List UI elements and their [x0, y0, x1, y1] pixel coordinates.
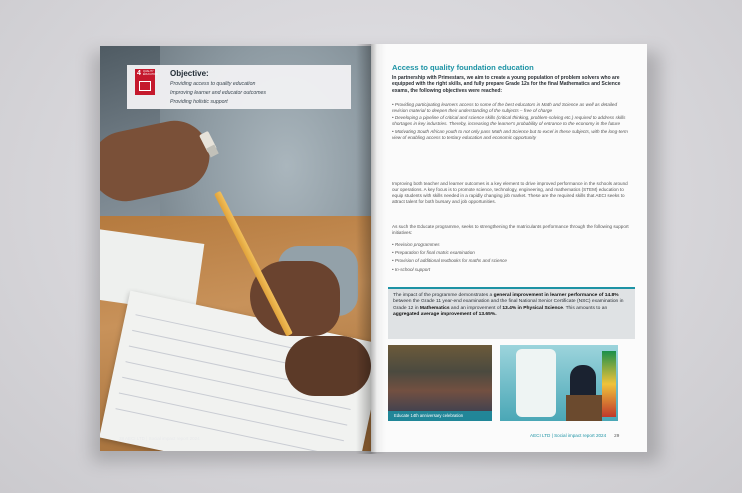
support-item: • In-school support: [392, 266, 431, 272]
bullet-item: • Developing a pipeline of critical and science skills (critical thinking, problem-solving etc.) required to address skills shortages in key industries. Thereby, increasing the learner's probability of entrance to the economy in the future: [392, 115, 626, 127]
page-number: 29: [614, 433, 620, 438]
left-page: [100, 46, 371, 451]
sdg-label: QUALITY EDUCATION: [143, 70, 158, 76]
sdg-4-badge: [135, 69, 158, 95]
objective-box: [127, 65, 351, 109]
flag: [602, 351, 616, 417]
body-paragraph: As such the Educate programme, seeks to strengthening the matriculants performance through the following support initiatives:: [392, 224, 629, 236]
sdg-number: 4: [137, 70, 141, 77]
support-list: [392, 241, 629, 274]
objectives-bullets: [392, 102, 629, 142]
objective-list: [170, 80, 266, 107]
impact-text: The impact of the programme demonstrates a general improvement in learner performance of 14.8% between the Grade 11 year-end examination and the final National Senior Certificate (NSC) examination in Grade 12 in Mathematics and an improvement of 13.4% in Physical Science. This amounts to an aggregated average improvement of 13.65%.: [393, 293, 624, 317]
bullet-item: • Motivating South African youth to not only pass Math and Science but to excel in these subjects, with the long-term view of enabling access to tertiary education and economic opportunity: [392, 128, 628, 140]
speaker-podium-photo: [500, 345, 618, 421]
intro-paragraph: In partnership with Primestars, we aim to create a young population of problem solvers who are equipped with the right skills, and fully prepare Grade 12s for the final Mathematics and Science exams, the following objectives were reached:: [392, 75, 621, 94]
support-item: • Provision of additional textbooks for maths and science: [392, 258, 507, 264]
podium: [566, 395, 602, 421]
banner-stand: [516, 349, 556, 417]
left-footer: 28 AECI LTD | Social impact report 2024: [119, 436, 200, 441]
bullet-item: • Providing participating learners access to some of the best educators in Math and Science as well as detailed revision material to deepen their understanding of the subjects – free of charge: [392, 102, 618, 114]
objective-item: Improving learner and educator outcomes: [170, 90, 267, 96]
objective-item: Providing holistic support: [170, 99, 228, 105]
body-paragraph: Improving both teacher and learner outcomes is a key element to drive improved performance in the schools around our operations. A key focus is to promote science, technology, engineering, and mathematics (STEM) education to equip students with skills needed in a rapidly changing job market. These are the required skills that AECI seeks to attract talent for both bursary and job opportunities.: [392, 181, 628, 205]
writing-hand: [250, 261, 340, 336]
book-icon: [139, 81, 151, 91]
objective-item: Providing access to quality education: [170, 81, 256, 87]
resting-hand: [285, 336, 371, 396]
impact-callout: [388, 287, 635, 339]
paper-line: [115, 408, 340, 451]
objective-title: Objective:: [170, 69, 209, 78]
anniversary-group-photo: [388, 345, 492, 421]
photo-caption: Educate 14th anniversary celebration: [388, 411, 492, 421]
support-item: • Revision programmes: [392, 242, 440, 247]
right-page: [371, 44, 647, 452]
section-title: Access to quality foundation education: [392, 63, 534, 72]
support-item: • Preparation for final matric examination: [392, 250, 475, 256]
right-footer: AECI LTD | Social impact report 2024 29: [530, 433, 620, 438]
